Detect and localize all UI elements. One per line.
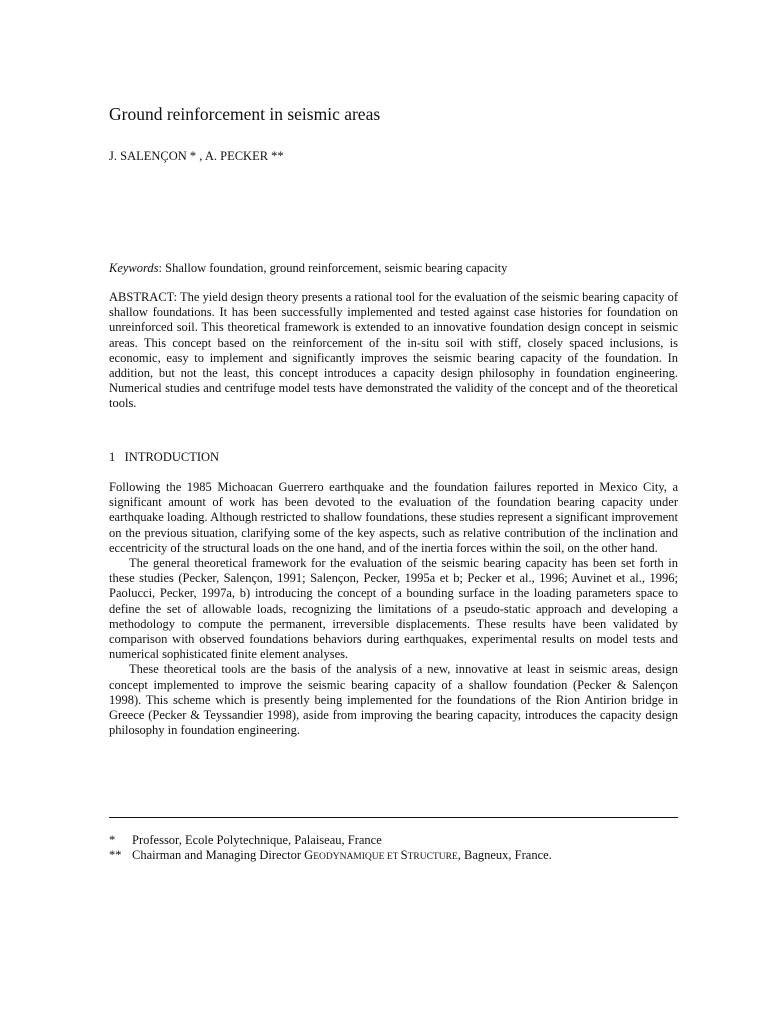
keywords-line [109, 261, 507, 276]
footnotes [109, 833, 552, 865]
footnote-suffix: , Bagneux, France. [457, 848, 552, 862]
section-heading [109, 450, 219, 465]
section-number: 1 [109, 450, 116, 464]
footnote-item [109, 833, 552, 848]
body-paragraph: These theoretical tools are the basis of the analysis of a new, innovative at least in seismic areas, design concept implemented to improve the seismic bearing capacity of a shallow foundation (Pecker & Salençon 1998). This scheme which is presently being implemented for the foundations of the Rion Antirion bridge in Greece (Pecker & Teyssandier 1998), aside from improving the bearing capacity, introduces the capacity design philosophy in foundation engineering. [109, 662, 678, 738]
org-initial: G [304, 848, 314, 862]
org-smallcaps: TRUCTURE [407, 852, 458, 862]
section-title: INTRODUCTION [124, 450, 220, 464]
body-paragraph: Following the 1985 Michoacan Guerrero earthquake and the foundation failures reported in Mexico City, a significant amount of work has been devoted to the evaluation of the foundation bearing capacity under earthquake loading. Although restricted to shallow foundations, these studies represent a significant improvement on the previous situation, clarifying some of the key aspects, such as relative contribution of the inclination and eccentricity of the structural loads on the one hand, and of the inertia forces within the soil, on the other hand. [109, 480, 678, 555]
org-smallcaps: EODYNAMIQUE ET [313, 852, 401, 862]
footnote-divider [109, 817, 678, 818]
abstract-paragraph: ABSTRACT: The yield design theory presents a rational tool for the evaluation of the seismic bearing capacity of shallow foundations. It has been successfully implemented and tested against case histories for foundation on unreinforced soil. This theoretical framework is extended to an innovative foundation design concept in seismic areas. This concept based on the reinforcement of the in-situ soil with stiff, closely spaced inclusions, is economic, easy to implement and significantly improves the seismic bearing capacity of the foundation. In addition, but not the least, this concept introduces a capacity design philosophy in foundation engineering. Numerical studies and centrifuge model tests have demonstrated the validity of the concept and of the theoretical tools. [109, 290, 678, 411]
footnote-text: Professor, Ecole Polytechnique, Palaiseau, France [132, 833, 382, 847]
introduction-body [109, 480, 678, 738]
keywords-text: : Shallow foundation, ground reinforcement, seismic bearing capacity [158, 261, 508, 275]
footnote-mark: ** [109, 848, 122, 862]
footnote-item [109, 848, 552, 865]
footnote-mark: * [109, 833, 116, 847]
author-line: J. SALENÇON * , A. PECKER ** [109, 149, 284, 163]
footnote-prefix: Chairman and Managing Director [132, 848, 305, 862]
keywords-label: Keywords [109, 261, 159, 275]
org-initial: S [400, 848, 408, 862]
paper-title: Ground reinforcement in seismic areas [109, 104, 381, 124]
body-paragraph: The general theoretical framework for the evaluation of the seismic bearing capacity has been set forth in these studies (Pecker, Salençon, 1991; Salençon, Pecker, 1995a et b; Pecker et al., 1996; Auvinet et al., 1996; Paolucci, Pecker, 1997a, b) introducing the concept of a bounding surface in the loading parameters space to define the set of allowable loads, recognizing the limitations of a pseudo-static approach and developing a methodology to compute the permanent, irreversible displacements. These results have been validated by comparison with observed foundations behaviors during earthquakes, experimental results on model tests and numerical sophisticated finite element analyses. [109, 556, 678, 662]
